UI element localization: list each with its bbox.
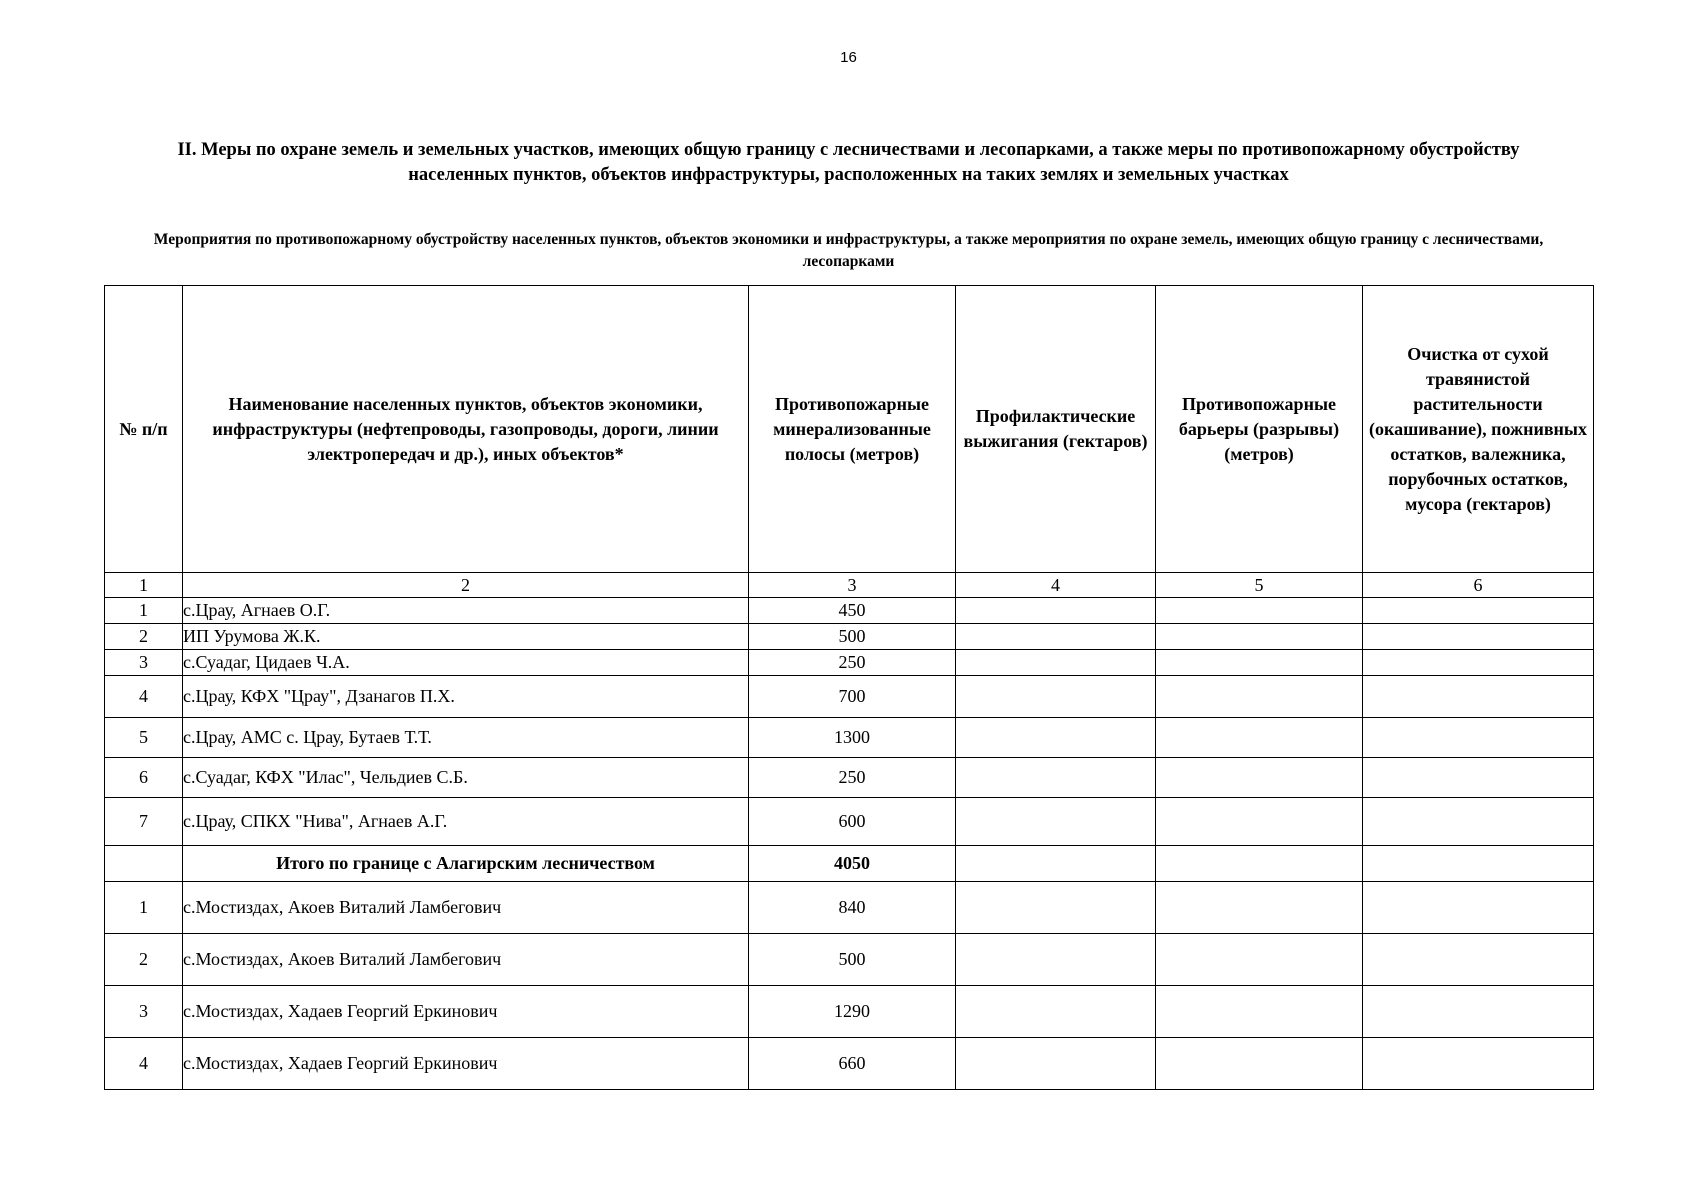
- burning-value: [956, 598, 1156, 624]
- column-number-row: [105, 573, 1594, 598]
- object-name: с.Суадаг, Цидаев Ч.А.: [183, 650, 749, 676]
- barriers-value: [1156, 718, 1363, 758]
- object-name: с.Мостиздах, Хадаев Георгий Еркинович: [183, 1038, 749, 1090]
- column-number: 1: [105, 573, 183, 598]
- cleaning-value: [1363, 986, 1594, 1038]
- burning-value: [956, 676, 1156, 718]
- mineral-strips-value: 250: [749, 758, 956, 798]
- row-number: [105, 846, 183, 882]
- object-name: с.Црау, КФХ "Црау", Дзанагов П.Х.: [183, 676, 749, 718]
- row-number: 4: [105, 676, 183, 718]
- object-name: с.Црау, СПКХ "Нива", Агнаев А.Г.: [183, 798, 749, 846]
- cleaning-value: [1363, 934, 1594, 986]
- row-number: 2: [105, 934, 183, 986]
- mineral-strips-value: 660: [749, 1038, 956, 1090]
- column-number: 6: [1363, 573, 1594, 598]
- table-row: [105, 650, 1594, 676]
- barriers-value: [1156, 598, 1363, 624]
- cleaning-value: [1363, 1038, 1594, 1090]
- barriers-value: [1156, 798, 1363, 846]
- table-header-row: [105, 286, 1594, 573]
- column-number: 5: [1156, 573, 1363, 598]
- barriers-value: [1156, 624, 1363, 650]
- fire-measures-table: [104, 285, 1594, 1090]
- row-number: 3: [105, 650, 183, 676]
- table-row: [105, 676, 1594, 718]
- object-name: с.Црау, Агнаев О.Г.: [183, 598, 749, 624]
- cleaning-value: [1363, 676, 1594, 718]
- mineral-strips-value: 450: [749, 598, 956, 624]
- table-row: [105, 1038, 1594, 1090]
- object-name: с.Црау, АМС с. Црау, Бутаев Т.Т.: [183, 718, 749, 758]
- mineral-strips-value: 840: [749, 882, 956, 934]
- table-row: [105, 934, 1594, 986]
- row-number: 6: [105, 758, 183, 798]
- burning-value: [956, 758, 1156, 798]
- barriers-value: [1156, 1038, 1363, 1090]
- total-cleaning: [1363, 846, 1594, 882]
- burning-value: [956, 718, 1156, 758]
- mineral-strips-value: 1300: [749, 718, 956, 758]
- row-number: 5: [105, 718, 183, 758]
- barriers-value: [1156, 650, 1363, 676]
- object-name: с.Суадаг, КФХ "Илас", Чельдиев С.Б.: [183, 758, 749, 798]
- header-barriers: Противопожарные барьеры (разрывы) (метров): [1156, 286, 1363, 573]
- mineral-strips-value: 600: [749, 798, 956, 846]
- row-number: 1: [105, 882, 183, 934]
- total-label: Итого по границе с Алагирским лесничеством: [183, 846, 749, 882]
- object-name: с.Мостиздах, Хадаев Георгий Еркинович: [183, 986, 749, 1038]
- table-subtitle: Мероприятия по противопожарному обустройству населенных пунктов, объектов экономики и инфраструктуры, а также мероприятия по охране земель, имеющих общую границу с лесничествами, лесопарками: [153, 231, 1544, 270]
- barriers-value: [1156, 986, 1363, 1038]
- mineral-strips-value: 500: [749, 624, 956, 650]
- table-row: [105, 624, 1594, 650]
- table-row: [105, 718, 1594, 758]
- row-number: 2: [105, 624, 183, 650]
- burning-value: [956, 624, 1156, 650]
- total-row: [105, 846, 1594, 882]
- header-burning: Профилактические выжигания (гектаров): [956, 286, 1156, 573]
- column-number: 3: [749, 573, 956, 598]
- burning-value: [956, 882, 1156, 934]
- column-number: 4: [956, 573, 1156, 598]
- cleaning-value: [1363, 718, 1594, 758]
- total-mineral-strips: 4050: [749, 846, 956, 882]
- header-name: Наименование населенных пунктов, объектов экономики, инфраструктуры (нефтепроводы, газопроводы, дороги, линии электропередач и др.), иных объектов*: [183, 286, 749, 573]
- header-cleaning: Очистка от сухой травянистой растительности (окашивание), пожнивных остатков, валежника, порубочных остатков, мусора (гектаров): [1363, 286, 1594, 573]
- cleaning-value: [1363, 624, 1594, 650]
- burning-value: [956, 934, 1156, 986]
- mineral-strips-value: 500: [749, 934, 956, 986]
- burning-value: [956, 986, 1156, 1038]
- row-number: 3: [105, 986, 183, 1038]
- barriers-value: [1156, 934, 1363, 986]
- object-name: с.Мостиздах, Акоев Виталий Ламбегович: [183, 934, 749, 986]
- cleaning-value: [1363, 798, 1594, 846]
- row-number: 7: [105, 798, 183, 846]
- table-row: [105, 598, 1594, 624]
- table-row: [105, 882, 1594, 934]
- burning-value: [956, 1038, 1156, 1090]
- page-number: 16: [840, 49, 857, 66]
- barriers-value: [1156, 758, 1363, 798]
- column-number: 2: [183, 573, 749, 598]
- total-barriers: [1156, 846, 1363, 882]
- mineral-strips-value: 700: [749, 676, 956, 718]
- barriers-value: [1156, 676, 1363, 718]
- mineral-strips-value: 250: [749, 650, 956, 676]
- total-burning: [956, 846, 1156, 882]
- barriers-value: [1156, 882, 1363, 934]
- header-mineral-strips: Противопожарные минерализованные полосы (метров): [749, 286, 956, 573]
- cleaning-value: [1363, 758, 1594, 798]
- cleaning-value: [1363, 882, 1594, 934]
- cleaning-value: [1363, 598, 1594, 624]
- row-number: 1: [105, 598, 183, 624]
- burning-value: [956, 650, 1156, 676]
- mineral-strips-value: 1290: [749, 986, 956, 1038]
- burning-value: [956, 798, 1156, 846]
- cleaning-value: [1363, 650, 1594, 676]
- table-row: [105, 758, 1594, 798]
- table-row: [105, 798, 1594, 846]
- object-name: ИП Урумова Ж.К.: [183, 624, 749, 650]
- row-number: 4: [105, 1038, 183, 1090]
- object-name: с.Мостиздах, Акоев Виталий Ламбегович: [183, 882, 749, 934]
- header-num: № п/п: [105, 286, 183, 573]
- table-row: [105, 986, 1594, 1038]
- section-title: II. Меры по охране земель и земельных участков, имеющих общую границу с лесничествами и лесопарками, а также меры по противопожарному обустройству населенных пунктов, объектов инфраструктуры, расположенных на таких землях и земельных участках: [177, 140, 1520, 185]
